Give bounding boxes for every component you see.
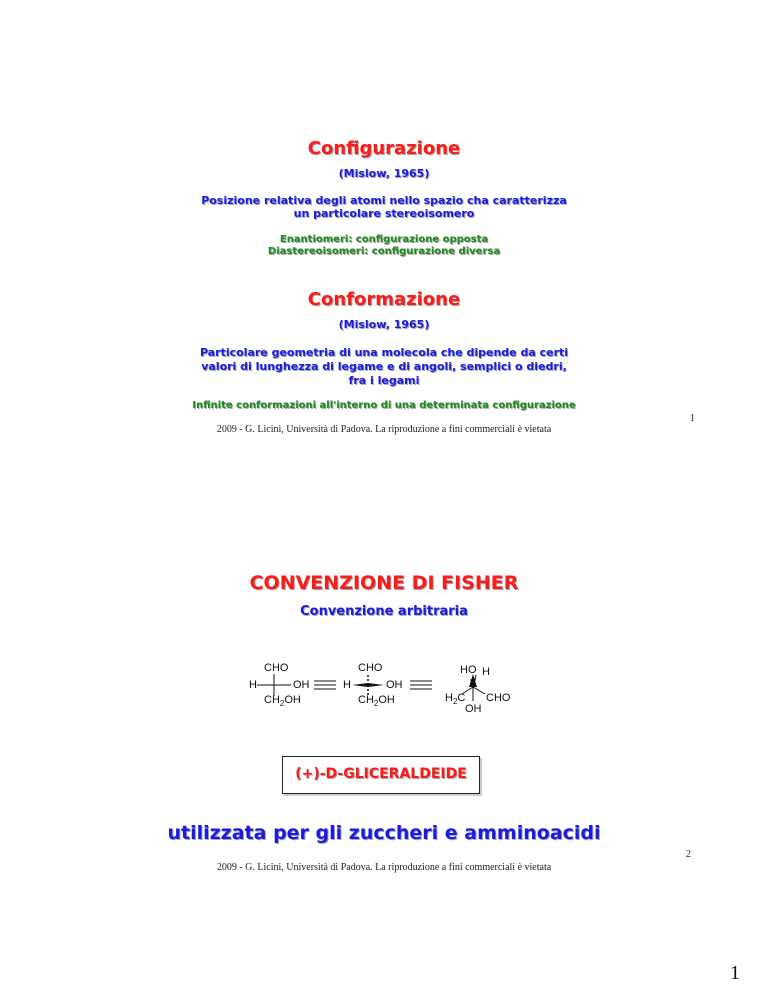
wedge-projection [338, 660, 408, 710]
slide1-definition-line1: Posizione relativa degli atomi nello spazio cha caratterizza [201, 194, 567, 207]
fischer-bottom-label: $CH_2OH$ [264, 694, 301, 709]
slide1-source: (Mislow, 1965) [338, 167, 430, 180]
compound-name: (+)-D-GLICERALDEIDE [295, 766, 467, 782]
sawhorse-bottom-label: OH [465, 703, 482, 715]
slide1-footer: 2009 - G. Licini, Università di Padova. La riproduzione a fini commerciali è vietata [216, 424, 552, 435]
fischer-left-label: H [249, 679, 257, 691]
slide1-conf-line3: fra i legami [348, 374, 420, 387]
fischer-top-label: CHO [264, 662, 289, 674]
slide1-title2: Conformazione [307, 289, 461, 310]
slide1-note-line2: Diastereoisomeri: configurazione diversa [267, 246, 501, 257]
slide1-page-number: 1 [690, 413, 695, 424]
sawhorse-h-label: H [482, 666, 490, 678]
slide1-source2: (Mislow, 1965) [338, 318, 430, 331]
slide2-footer: 2009 - G. Licini, Università di Padova. La riproduzione a fini commerciali è vietata [216, 862, 552, 873]
wedge-left-label: H [343, 679, 351, 691]
equivalence-sign-1 [314, 680, 336, 690]
slide1-conf-note: Infinite conformazioni all'interno di una determinata configurazione [192, 400, 576, 411]
slide1-conf-line2: valori di lunghezza di legame e di angoli, semplici o diedri, [201, 360, 567, 373]
slide1-note-line1: Enantiomeri: configurazione opposta [279, 234, 489, 245]
sawhorse-left-label: $H_2C$ [445, 692, 466, 707]
fischer-projection [244, 660, 314, 710]
wedge-top-label: CHO [358, 662, 383, 674]
slide2-subtitle: Convenzione arbitraria [300, 604, 468, 619]
slide1-title: Configurazione [307, 138, 461, 159]
fischer-right-label: OH [293, 679, 310, 691]
sheet-number: 1 [730, 962, 740, 984]
compound-name-box [282, 756, 480, 794]
wedge-bottom-label: $CH_2OH$ [358, 694, 395, 709]
slide1-conf-line1: Particolare geometria di una molecola che dipende da certi [199, 346, 569, 359]
slide2-title: CONVENZIONE DI FISHER [249, 572, 519, 594]
sawhorse-right-label: CHO [486, 692, 511, 704]
slide2-page-number: 2 [686, 849, 691, 860]
wedge-right-label: OH [386, 679, 403, 691]
equivalence-sign-2 [410, 680, 432, 690]
sawhorse-ho-label: HO [460, 664, 477, 676]
slide1-definition-line2: un particolare stereoisomero [293, 207, 475, 220]
sawhorse-projection [440, 662, 530, 718]
slide2-usage: utilizzata per gli zuccheri e amminoacidi [167, 822, 601, 844]
